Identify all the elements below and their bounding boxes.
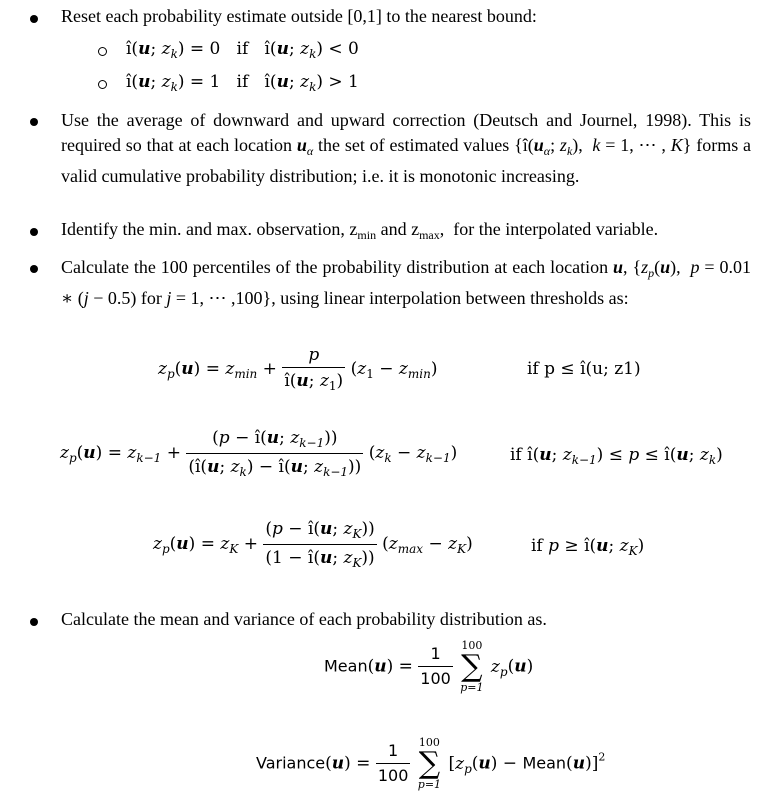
- mean-equation: Mean(u) = $\frac{1}{100}$ 100 ∑ p=1 $z_p(u)$: [324, 639, 534, 694]
- mean-label: Mean: [324, 656, 368, 676]
- sub-bullet-2: [98, 80, 107, 89]
- sub-bullet-1: [98, 47, 107, 56]
- equation-2: $z_p(u) = z_{k-1}$ + $\frac{(p - î(u; z_{k-1}))}{(î(u; z_k) - î(u; z_{k-1}))}$ $(z_k - z_{k-1})$: [60, 428, 458, 479]
- bullet-1: [30, 15, 38, 23]
- bullet-2: [30, 118, 38, 126]
- equation-2-condition: if î(u; $z_{k-1}) \le p$ ≤ î(u; $z_k$): [510, 445, 723, 467]
- equation-3: $z_p(u) = z_K$ + $\frac{(p - î(u; z_K))}{(1 - î(u; z_K))}$ $(z_{max} - z_K)$: [153, 519, 473, 570]
- bullet-3: [30, 228, 38, 236]
- variance-label: Variance: [256, 753, 326, 773]
- bullet-1-text: Reset each probability estimate outside [0,1] to the nearest bound:: [61, 6, 537, 26]
- sub-bullet-1-text: î(u; $z_k) = 0$ if î(u; $z_k) < 0$: [126, 39, 359, 61]
- bullet-5: [30, 618, 38, 626]
- variance-equation: Variance(u) = $\frac{1}{100}$ 100 ∑ p=1 [$z_p(u)$ − Mean(u)]$^2$: [256, 736, 606, 791]
- bullet-3-text: Identify the min. and max. observation, $z_{min}$ and $z_{max}$, for the interpolated variable.: [61, 219, 659, 242]
- bullet-2-text: Use the average of downward and upward correction (Deutsch and Journel, 1998). This is required so that at each location $u_\alpha$ the set of estimated values {$î(u_\alpha$; $z_k$), k = 1, ⋯ , K} forms a valid cumulative probability distribution; i.e. it is monotonic increasing.: [61, 110, 752, 186]
- sub-bullet-2-text: î(u; $z_k) = 1$ if î(u; $z_k) > 1$: [126, 72, 359, 94]
- bullet-5-text: Calculate the mean and variance of each probability distribution as.: [61, 609, 547, 629]
- bullet-4: [30, 265, 38, 273]
- equation-1: $z_p(u) = z_{min}$ + $\frac{p}{î(u; z_1)}$ $(z_1 - z_{min})$: [158, 345, 438, 394]
- bullet-4-text: Calculate the 100 percentiles of the probability distribution at each location u, {$z_p(u)$, p = 0.01 ∗ (j − 0.5) for j = 1, ⋯ ,100}, using linear interpolation between thresholds as:: [61, 257, 752, 308]
- equation-3-condition: if p ≥ î(u; $z_K$): [531, 536, 645, 558]
- equation-1-condition: if p ≤ î(u; z1): [527, 359, 641, 379]
